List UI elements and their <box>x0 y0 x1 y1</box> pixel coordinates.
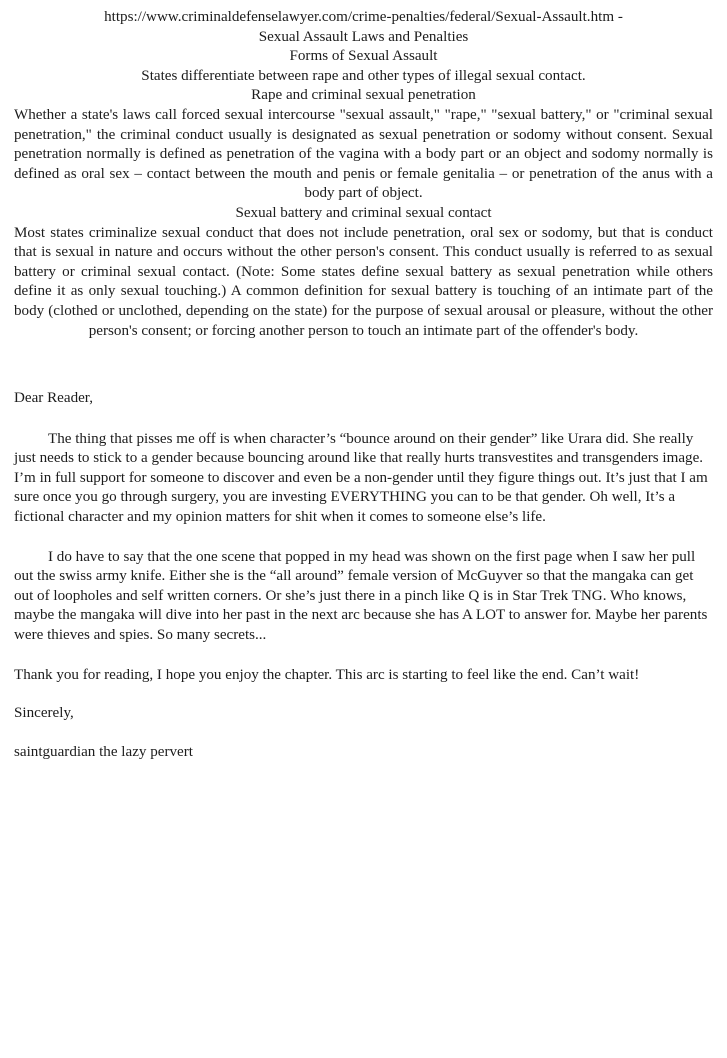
letter-to-reader <box>14 389 713 762</box>
section-heading-rape: Rape and criminal sexual penetration <box>251 87 476 104</box>
signature: saintguardian the lazy pervert <box>14 743 193 760</box>
article-title: Sexual Assault Laws and Penalties <box>258 28 469 45</box>
source-excerpt <box>14 8 713 341</box>
source-url: https://www.criminaldefenselawyer.com/crime-penalties/federal/Sexual-Assault.htm - <box>104 9 623 25</box>
section-heading-forms: Forms of Sexual Assault <box>289 48 438 65</box>
section-heading-battery: Sexual battery and criminal sexual contact <box>235 204 492 221</box>
salutation: Dear Reader, <box>14 390 94 406</box>
thanks-line: Thank you for reading, I hope you enjoy the chapter. This arc is starting to feel like the end. Can’t wait! <box>14 666 640 683</box>
closing: Sincerely, <box>14 705 74 722</box>
battery-paragraph: Most states criminalize sexual conduct that does not include penetration, oral sex or sodomy, but that is conduct that is sexual in nature and occurs without the other person's consent. This conduct usually is referred to as sexual battery or criminal sexual contact. (Note: Some states define sexual battery as sexual penetration while others define it as only sexual touching.) A common definition for sexual battery is touching of an intimate part of the body (clothed or unclothed, depending on the state) for the purpose of sexual arousal or pleasure, without the other person's consent; or forcing another person to touch an intimate part of the offender's body. <box>14 224 713 339</box>
letter-paragraph-knife: I do have to say that the one scene that popped in my head was shown on the first page when I saw her pull out the swiss army knife. Either she is the “all around” female version of McGuyver so that the mangaka can get out of loopholes and self written corners. Or she’s just there in a pinch like Q is in Star Trek TNG. Who knows, maybe the mangaka will dive into her past in the next arc because she has A LOT to answer for. Maybe her parents were thieves and spies. So many secrets... <box>14 548 708 643</box>
intro-sentence: States differentiate between rape and other types of illegal sexual contact. <box>141 67 586 84</box>
letter-paragraph-gender: The thing that pisses me off is when character’s “bounce around on their gender” like Urara did. She really just needs to stick to a gender because bouncing around like that really hurts transvestites and transgenders image. I’m in full support for someone to discover and even be a non-gender until they figure things out. It’s just that I am sure once you go through surgery, you are investing EVERYTHING you can to be that gender. Oh well, It’s a fictional character and my opinion matters for shit when it comes to someone else’s life. <box>14 430 708 525</box>
rape-paragraph: Whether a state's laws call forced sexual intercourse "sexual assault," "rape," "sexual battery," or "criminal sexual penetration," the criminal conduct usually is designated as sexual penetration or sodomy without consent. Sexual penetration normally is defined as penetration of the vagina with a body part or an object and sodomy normally is defined as oral sex – contact between the mouth and penis or female genitalia – or penetration of the anus with a body part of object. <box>14 106 713 202</box>
